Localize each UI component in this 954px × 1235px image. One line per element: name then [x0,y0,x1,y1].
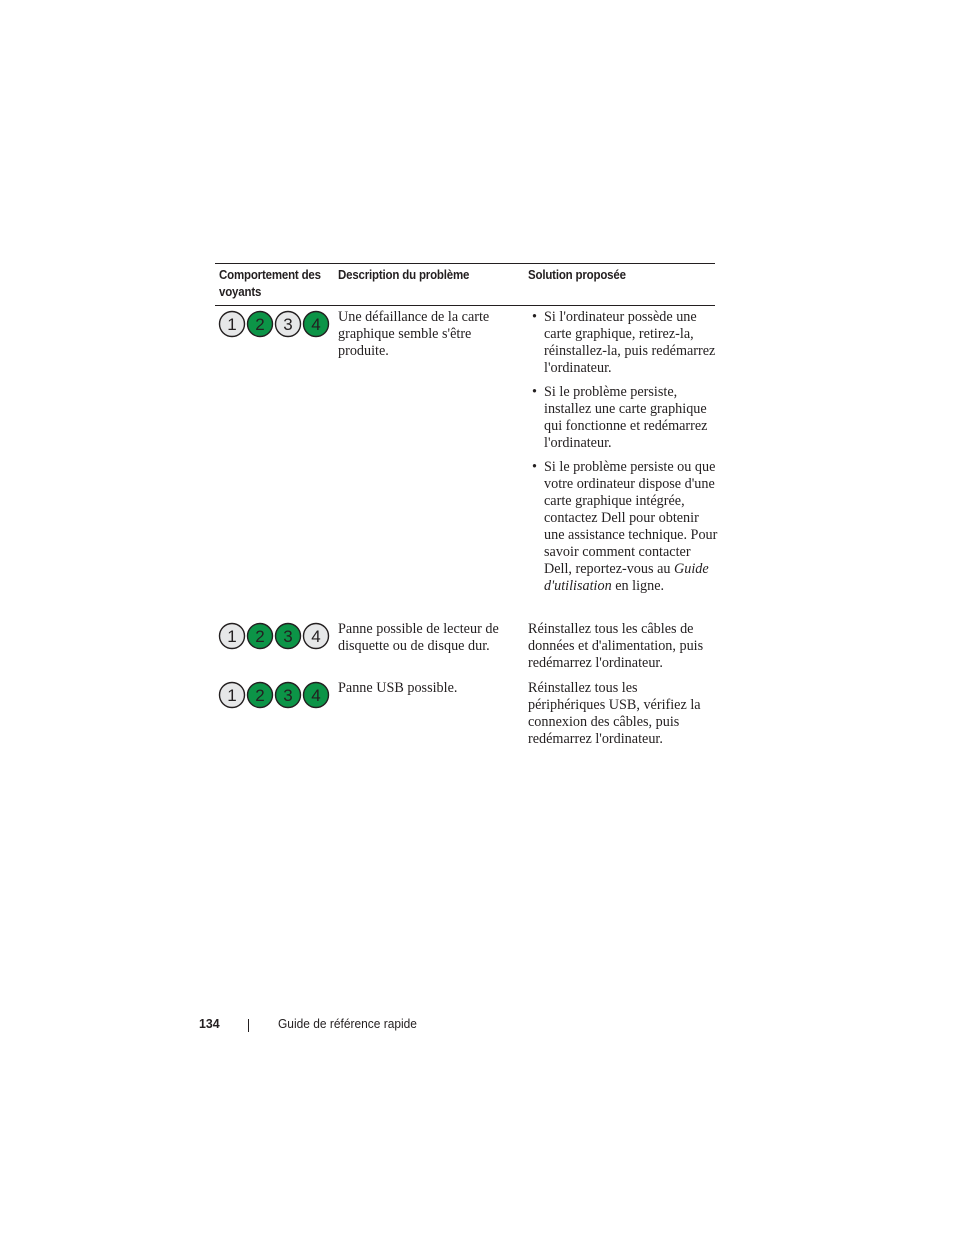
light-4-on [304,683,329,708]
light-2-on [248,312,273,337]
bullet-icon: • [532,309,537,325]
diagnostic-lights [218,309,330,339]
light-number: 3 [283,627,293,646]
user-guide-reference: Guide d'utilisation [544,561,709,594]
light-number: 1 [227,315,237,334]
light-number: 3 [283,686,293,705]
light-number: 2 [255,315,265,334]
light-number: 4 [311,627,321,646]
solution-cell [528,309,718,602]
problem-description: Panne possible de lecteur de disquette ou de disque dur. [338,621,499,654]
document-title: Guide de référence rapide [278,1016,417,1031]
list-item [528,309,718,377]
light-number: 1 [227,627,237,646]
light-3-off [276,312,301,337]
table-top-rule [215,263,715,264]
problem-description: Une défaillance de la carte graphique semble s'être produite. [338,309,490,359]
light-1-off [220,312,245,337]
diagnostic-lights [218,680,330,710]
header-problem-description: Description du problème [338,268,470,282]
light-number: 3 [283,315,293,334]
light-1-off [220,683,245,708]
solution-text-end: en ligne. [611,578,665,594]
list-item [528,384,718,452]
footer-separator [248,1019,249,1032]
solution-text: Réinstallez tous les câbles de données et d'alimentation, puis redémarrez l'ordinateur. [528,621,704,671]
light-1-off [220,624,245,649]
solution-text: Si l'ordinateur possède une carte graphique, retirez-la, réinstallez-la, puis redémarrez l'ordinateur. [544,309,716,376]
light-4-on [304,312,329,337]
problem-description: Panne USB possible. [338,680,458,696]
light-number: 4 [311,686,321,705]
bullet-icon: • [532,459,537,475]
light-number: 4 [311,315,321,334]
table-header-rule [215,305,715,306]
light-number: 1 [227,686,237,705]
solution-text: Si le problème persiste ou que votre ordinateur dispose d'une carte graphique intégrée, contactez Dell pour obtenir une assistance technique. Pour savoir comment contacter Dell, reportez-vous au [544,459,718,577]
header-light-behavior: Comportement des voyants [219,268,321,299]
light-number: 2 [255,686,265,705]
solution-text: Si le problème persiste, installez une carte graphique qui fonctionne et redémarrez l'ordinateur. [544,384,708,451]
light-3-on [276,624,301,649]
header-suggested-solution: Solution proposée [528,268,626,282]
light-2-on [248,624,273,649]
list-item [528,459,718,595]
solution-list [528,309,718,595]
diagnostic-lights [218,621,330,651]
light-number: 2 [255,627,265,646]
light-4-off [304,624,329,649]
solution-text: Réinstallez tous les périphériques USB, vérifiez la connexion des câbles, puis redémarrez l'ordinateur. [528,680,701,747]
bullet-icon: • [532,384,537,400]
page-number: 134 [199,1016,220,1031]
light-2-on [248,683,273,708]
light-3-on [276,683,301,708]
